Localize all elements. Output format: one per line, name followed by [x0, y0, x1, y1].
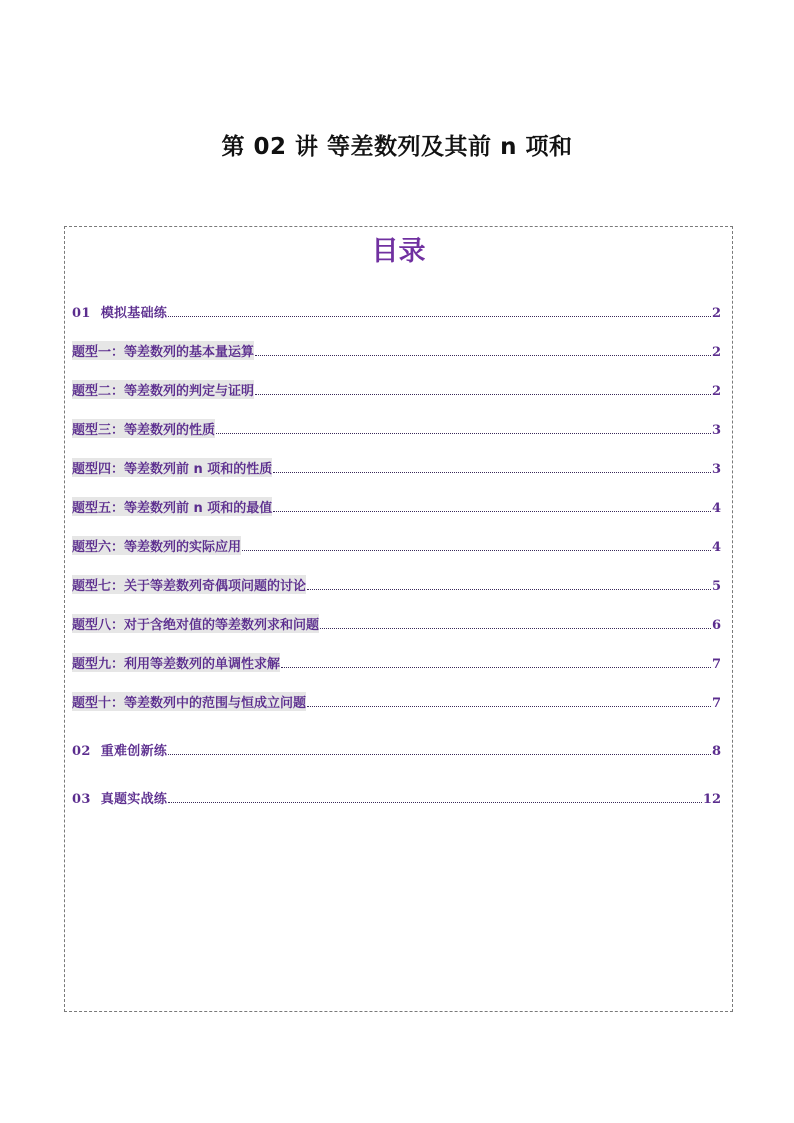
- toc-page-number: 12: [702, 792, 721, 807]
- dot-leader: [273, 472, 711, 473]
- dot-leader: [307, 589, 711, 590]
- dot-leader: [307, 706, 711, 707]
- toc-heading: 目录: [371, 236, 426, 267]
- toc-entry-type-10[interactable]: [72, 691, 721, 711]
- toc-page-number: 2: [711, 306, 721, 321]
- toc-page-number: 7: [711, 657, 721, 672]
- toc-page-number: 8: [711, 744, 721, 759]
- dot-leader: [273, 511, 711, 512]
- toc-entry-type-8[interactable]: [72, 613, 721, 633]
- toc-section-title: 重难创新练: [100, 744, 168, 759]
- toc-entry-label: [72, 740, 167, 759]
- toc-section-number: 01: [72, 306, 91, 321]
- toc-page-number: 2: [711, 384, 721, 399]
- toc-entry-label: 题型六：等差数列的实际应用: [72, 536, 241, 555]
- toc-entry-section-02[interactable]: [72, 739, 721, 759]
- toc-page-number: 7: [711, 696, 721, 711]
- dot-leader: [242, 550, 711, 551]
- toc-page-number: 5: [711, 579, 721, 594]
- toc-entry-label: 题型五：等差数列前 n 项和的最值: [72, 497, 272, 516]
- table-of-contents: [64, 226, 733, 1012]
- dot-leader: [168, 754, 711, 755]
- toc-entry-label: [72, 302, 167, 321]
- dot-leader: [320, 628, 711, 629]
- toc-entry-type-9[interactable]: [72, 652, 721, 672]
- toc-entry-label: 题型二：等差数列的判定与证明: [72, 380, 254, 399]
- toc-entry-label: 题型十：等差数列中的范围与恒成立问题: [72, 692, 306, 711]
- toc-page-number: 6: [711, 618, 721, 633]
- toc-section-number: 02: [72, 744, 91, 759]
- document-title: 第 02 讲 等差数列及其前 n 项和: [221, 134, 573, 160]
- toc-entry-label: 题型三：等差数列的性质: [72, 419, 215, 438]
- toc-entry-section-01[interactable]: [72, 301, 721, 321]
- toc-entry-label: [72, 788, 167, 807]
- dot-leader: [255, 394, 711, 395]
- toc-page-number: 3: [711, 462, 721, 477]
- toc-entry-type-4[interactable]: [72, 457, 721, 477]
- toc-entry-label: 题型一：等差数列的基本量运算: [72, 341, 254, 360]
- toc-entry-type-7[interactable]: [72, 574, 721, 594]
- toc-entry-type-6[interactable]: [72, 535, 721, 555]
- dot-leader: [255, 355, 711, 356]
- toc-entry-type-2[interactable]: [72, 379, 721, 399]
- toc-section-title: 真题实战练: [100, 792, 168, 807]
- toc-section-number: 03: [72, 792, 91, 807]
- dot-leader: [281, 667, 711, 668]
- toc-entry-label: 题型八：对于含绝对值的等差数列求和问题: [72, 614, 319, 633]
- dot-leader: [168, 316, 711, 317]
- toc-entry-type-3[interactable]: [72, 418, 721, 438]
- toc-entry-section-03[interactable]: [72, 787, 721, 807]
- toc-entry-label: 题型九：利用等差数列的单调性求解: [72, 653, 280, 672]
- toc-entry-type-1[interactable]: [72, 340, 721, 360]
- toc-page-number: 2: [711, 345, 721, 360]
- toc-page-number: 3: [711, 423, 721, 438]
- dot-leader: [168, 802, 702, 803]
- toc-entry-label: 题型四：等差数列前 n 项和的性质: [72, 458, 272, 477]
- toc-page-number: 4: [711, 540, 721, 555]
- toc-entry-type-5[interactable]: [72, 496, 721, 516]
- toc-section-title: 模拟基础练: [100, 306, 168, 321]
- toc-page-number: 4: [711, 501, 721, 516]
- dot-leader: [216, 433, 711, 434]
- toc-entry-label: 题型七：关于等差数列奇偶项问题的讨论: [72, 575, 306, 594]
